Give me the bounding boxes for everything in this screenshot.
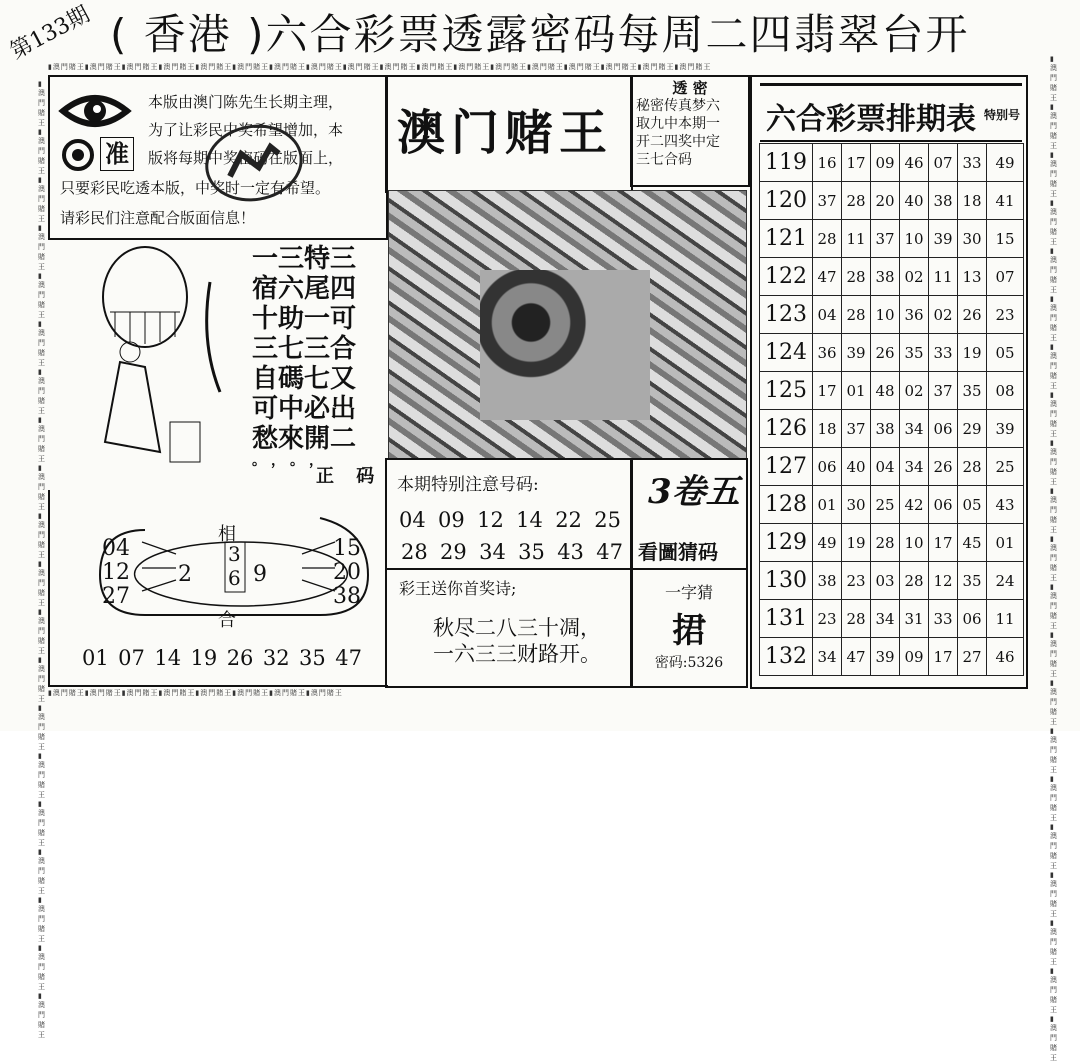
number-cell: 01 [842, 372, 871, 410]
number-cell: 06 [813, 448, 842, 486]
number-cell: 05 [987, 334, 1024, 372]
prize-poem-panel [385, 568, 633, 688]
number-cell: 45 [958, 524, 987, 562]
number-cell: 19 [842, 524, 871, 562]
guess-label: 一字猜 [664, 583, 713, 602]
draw-results-table [759, 143, 1024, 676]
period-cell: 126 [760, 410, 813, 448]
watermark-strip-left: ▮澳門賭王▮澳門賭王▮澳門賭王▮澳門賭王▮澳門賭王▮澳門賭王▮澳門賭王▮澳門賭王▮澳門賭王▮澳門賭王▮澳門賭王▮澳門賭王▮澳門賭王▮澳門賭王▮澳門賭王▮澳門賭王▮澳門賭王▮澳門賭王▮澳門賭王▮澳門賭王 [38, 80, 46, 1039]
period-cell: 124 [760, 334, 813, 372]
number-cell: 46 [900, 144, 929, 182]
number-cell: 18 [813, 410, 842, 448]
inner-right-number: 9 [253, 562, 267, 587]
number-cell: 28 [842, 600, 871, 638]
picture-guess-panel [630, 458, 748, 570]
bottom-number-row [82, 646, 362, 670]
handwritten-clue: 3卷五 [648, 472, 740, 512]
number-cell: 05 [958, 486, 987, 524]
guess-code: 密码:5326 [654, 655, 724, 671]
number-cell: 26 [871, 334, 900, 372]
special-label: 本期特别注意号码: [397, 475, 539, 495]
number-cell: 04 [871, 448, 900, 486]
secret-line: 开二四奖中定 [636, 134, 720, 150]
number-cell: 40 [842, 448, 871, 486]
number: 29 [440, 540, 467, 564]
number-cell: 06 [929, 486, 958, 524]
number-cell: 28 [813, 220, 842, 258]
number-cell: 38 [871, 258, 900, 296]
number: 22 [555, 508, 582, 532]
number-cell: 28 [842, 182, 871, 220]
period-cell: 123 [760, 296, 813, 334]
table-row [760, 524, 1024, 562]
number-cell: 48 [871, 372, 900, 410]
number-cell: 15 [987, 220, 1024, 258]
poem-row: 宿六尾四 [252, 274, 357, 304]
secret-title: 透 密 [672, 79, 708, 97]
number-cell: 36 [900, 296, 929, 334]
eye-icon [60, 91, 130, 131]
number-cell: 11 [842, 220, 871, 258]
number: 07 [118, 646, 145, 670]
left-number: 04 [102, 536, 130, 561]
number-cell: 35 [958, 372, 987, 410]
number-cell: 18 [958, 182, 987, 220]
table-row [760, 638, 1024, 676]
prize-poem-label: 彩王送你首奖诗; [399, 579, 517, 598]
number-cell: 39 [987, 410, 1024, 448]
left-number: 27 [102, 584, 130, 609]
number: 25 [594, 508, 621, 532]
number-cell: 03 [871, 562, 900, 600]
number-cell: 01 [987, 524, 1024, 562]
period-cell: 120 [760, 182, 813, 220]
number: 43 [557, 540, 584, 564]
poem-row: 自碼七又 [252, 364, 357, 394]
number-cell: 13 [958, 258, 987, 296]
number-cell: 47 [842, 638, 871, 676]
number: 14 [516, 508, 543, 532]
number-cell: 38 [871, 410, 900, 448]
number-cell: 34 [871, 600, 900, 638]
number: 47 [596, 540, 623, 564]
number: 26 [226, 646, 254, 670]
issue-number: 第133期 [6, 2, 95, 65]
number-cell: 10 [871, 296, 900, 334]
number-cell: 39 [871, 638, 900, 676]
period-cell: 131 [760, 600, 813, 638]
number: 09 [438, 508, 465, 532]
intro-line: 请彩民们注意配合版面信息！ [60, 209, 256, 227]
poem-row: 愁來開二 [252, 424, 357, 454]
poem-row: 十助一可 [252, 304, 357, 334]
number-cell: 16 [813, 144, 842, 182]
intro-line: 为了让彩民中奖希望增加，本 [148, 121, 344, 139]
number-cell: 10 [900, 220, 929, 258]
secret-panel [630, 75, 750, 187]
number: 12 [477, 508, 504, 532]
number: 01 [82, 646, 109, 670]
poem-row: 可中必出 [252, 394, 357, 424]
number: 04 [399, 508, 426, 532]
number: 34 [479, 540, 506, 564]
number-diagram [48, 490, 388, 687]
guess-char: 捃 [672, 611, 706, 651]
number-cell: 39 [929, 220, 958, 258]
period-cell: 119 [760, 144, 813, 182]
number-cell: 33 [958, 144, 987, 182]
period-cell: 132 [760, 638, 813, 676]
table-row [760, 334, 1024, 372]
number-cell: 12 [929, 562, 958, 600]
table-row [760, 562, 1024, 600]
table-row [760, 144, 1024, 182]
table-title: 六合彩票排期表 [766, 102, 976, 137]
table-row [760, 182, 1024, 220]
number-cell: 25 [871, 486, 900, 524]
number-cell: 17 [842, 144, 871, 182]
number-cell: 10 [900, 524, 929, 562]
number-cell: 26 [929, 448, 958, 486]
number: 35 [518, 540, 545, 564]
number-cell: 11 [987, 600, 1024, 638]
number-cell: 17 [929, 524, 958, 562]
secret-line: 取九中本期一 [636, 116, 720, 132]
diagram-bottom-label: 合 [218, 610, 236, 631]
one-char-guess-panel [630, 568, 748, 688]
number-cell: 35 [900, 334, 929, 372]
accuracy-badge: 准 [100, 137, 134, 171]
number-cell: 34 [813, 638, 842, 676]
number-cell: 07 [987, 258, 1024, 296]
period-cell: 127 [760, 448, 813, 486]
number-cell: 49 [987, 144, 1024, 182]
table-row [760, 258, 1024, 296]
special-row [401, 540, 623, 564]
number: 35 [299, 646, 326, 670]
right-number: 20 [333, 560, 361, 585]
number-cell: 02 [900, 372, 929, 410]
table-row [760, 220, 1024, 258]
number-cell: 49 [813, 524, 842, 562]
horse-icon [203, 122, 299, 200]
number-cell: 35 [958, 562, 987, 600]
left-number: 12 [102, 560, 130, 585]
number-cell: 37 [842, 410, 871, 448]
brand-panel [385, 75, 633, 193]
number-cell: 08 [987, 372, 1024, 410]
poem-label: 正 码 [316, 466, 383, 487]
number-cell: 06 [958, 600, 987, 638]
period-cell: 130 [760, 562, 813, 600]
table-row [760, 600, 1024, 638]
intro-line: 只要彩民吃透本版，中奖时一定有希望。 [60, 179, 331, 197]
number-cell: 40 [900, 182, 929, 220]
number-cell: 34 [900, 448, 929, 486]
special-numbers-panel [385, 458, 633, 570]
number-cell: 33 [929, 334, 958, 372]
number-cell: 11 [929, 258, 958, 296]
number-cell: 07 [929, 144, 958, 182]
number: 47 [335, 646, 362, 670]
number-cell: 36 [813, 334, 842, 372]
poem-row: 三七三合 [252, 334, 357, 364]
number-cell: 38 [813, 562, 842, 600]
number-cell: 01 [813, 486, 842, 524]
number-cell: 02 [929, 296, 958, 334]
number-cell: 23 [842, 562, 871, 600]
prize-poem-line: 一六三三财路开。 [433, 642, 601, 666]
poem-row: 一三特三 [252, 244, 357, 274]
center-number: 6 [228, 566, 241, 590]
number-cell: 41 [987, 182, 1024, 220]
table-subtitle: 特别号 [983, 108, 1020, 122]
secret-line: 三七合码 [636, 152, 692, 168]
number-cell: 17 [813, 372, 842, 410]
right-number: 15 [333, 536, 361, 561]
table-row [760, 448, 1024, 486]
number: 28 [401, 540, 428, 564]
period-cell: 125 [760, 372, 813, 410]
number-cell: 39 [842, 334, 871, 372]
draw-schedule-panel [750, 75, 1028, 689]
number-cell: 04 [813, 296, 842, 334]
watermark-strip-bottom: ▮澳門賭王▮澳門賭王▮澳門賭王▮澳門賭王▮澳門賭王▮澳門賭王▮澳門賭王▮澳門賭王 [48, 689, 343, 697]
number-cell: 31 [900, 600, 929, 638]
number-cell: 37 [871, 220, 900, 258]
intro-line: 版将每期中奖密码在版面上， [148, 149, 344, 167]
number-cell: 09 [871, 144, 900, 182]
number-cell: 29 [958, 410, 987, 448]
period-cell: 122 [760, 258, 813, 296]
number-cell: 28 [842, 258, 871, 296]
number-cell: 30 [958, 220, 987, 258]
code-poem [252, 244, 356, 468]
number-cell: 06 [929, 410, 958, 448]
poem-row: 。，。， [252, 453, 335, 469]
number-cell: 09 [900, 638, 929, 676]
table-title-bar [760, 83, 1022, 142]
number-cell: 43 [987, 486, 1024, 524]
number: 19 [190, 646, 218, 670]
number-cell: 17 [929, 638, 958, 676]
number-cell: 28 [900, 562, 929, 600]
number-cell: 28 [958, 448, 987, 486]
table-row [760, 296, 1024, 334]
number-cell: 26 [958, 296, 987, 334]
table-row [760, 410, 1024, 448]
number-cell: 24 [987, 562, 1024, 600]
number-cell: 37 [813, 182, 842, 220]
diagram-top-label: 相 [218, 524, 236, 545]
number-cell: 37 [929, 372, 958, 410]
table-row [760, 372, 1024, 410]
period-cell: 128 [760, 486, 813, 524]
number-cell: 02 [900, 258, 929, 296]
number-cell: 33 [929, 600, 958, 638]
period-cell: 121 [760, 220, 813, 258]
secret-line: 秘密传真梦六 [636, 98, 720, 114]
prize-poem-line: 秋尽二八三十凋， [433, 616, 601, 640]
number-cell: 28 [842, 296, 871, 334]
table-row [760, 486, 1024, 524]
number-cell: 34 [900, 410, 929, 448]
right-number: 38 [333, 584, 361, 609]
number-cell: 38 [929, 182, 958, 220]
number-cell: 19 [958, 334, 987, 372]
center-number: 3 [228, 542, 241, 566]
special-row [399, 508, 621, 532]
number: 14 [154, 646, 182, 670]
target-icon [62, 139, 94, 171]
number-cell: 20 [871, 182, 900, 220]
number-cell: 23 [987, 296, 1024, 334]
number-cell: 30 [842, 486, 871, 524]
number-cell: 42 [900, 486, 929, 524]
watermark-strip-top: ▮澳門賭王▮澳門賭王▮澳門賭王▮澳門賭王▮澳門賭王▮澳門賭王▮澳門賭王▮澳門賭王▮澳門賭王▮澳門賭王▮澳門賭王▮澳門賭王▮澳門賭王▮澳門賭王▮澳門賭王▮澳門賭王▮澳門賭王▮澳門賭王 [48, 63, 712, 71]
brand-name: 澳门赌王 [397, 105, 614, 161]
intro-line: 本版由澳门陈先生长期主理， [148, 93, 344, 111]
number-cell: 25 [987, 448, 1024, 486]
number: 32 [262, 646, 290, 670]
number-cell: 23 [813, 600, 842, 638]
scholar-illustration [50, 242, 240, 487]
period-cell: 129 [760, 524, 813, 562]
watermark-strip-right: ▮澳門賭王▮澳門賭王▮澳門賭王▮澳門賭王▮澳門賭王▮澳門賭王▮澳門賭王▮澳門賭王▮澳門賭王▮澳門賭王▮澳門賭王▮澳門賭王▮澳門賭王▮澳門賭王▮澳門賭王▮澳門賭王▮澳門賭王▮澳門賭王▮澳門賭王▮澳門賭王▮澳門賭王 [1050, 55, 1058, 1062]
picture-guess-caption: 看圖猜码 [638, 540, 718, 564]
number-cell: 27 [958, 638, 987, 676]
inner-left-number: 2 [178, 562, 192, 587]
number-cell: 46 [987, 638, 1024, 676]
faces-collage-image [480, 270, 650, 420]
number-cell: 47 [813, 258, 842, 296]
page-title: ( 香港 )六合彩票透露密码每周二四翡翠台开 [110, 10, 970, 59]
number-cell: 28 [871, 524, 900, 562]
